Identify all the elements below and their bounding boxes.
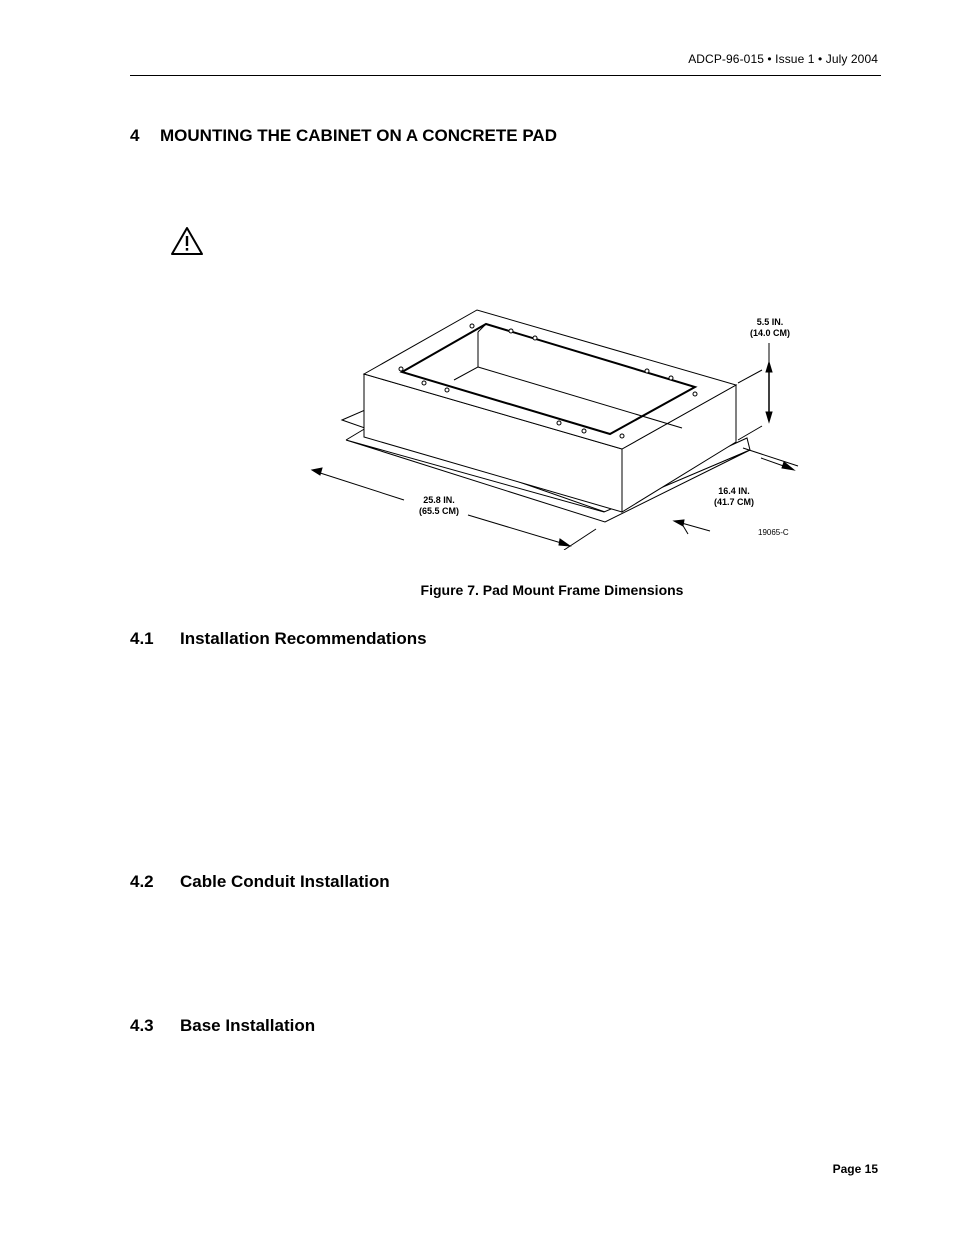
section-4-3-title: Base Installation: [180, 1016, 316, 1035]
section-4-2-heading: [130, 872, 390, 892]
document-reference: ADCP-96-015 • Issue 1 • July 2004: [688, 52, 878, 66]
length-centimeters: (65.5 CM): [418, 506, 459, 516]
pad-mount-frame-drawing: [300, 300, 810, 550]
header-divider: [130, 75, 881, 76]
section-4-3-heading: [130, 1016, 315, 1036]
page-number: Page 15: [832, 1162, 878, 1176]
section-4-title: MOUNTING THE CABINET ON A CONCRETE PAD: [160, 126, 557, 145]
drawing-id: 19065-C: [758, 528, 789, 537]
height-dimension-label: [740, 317, 800, 339]
length-inches: 25.8 IN.: [423, 495, 455, 505]
width-inches: 16.4 IN.: [718, 486, 750, 496]
height-inches: 5.5 IN.: [756, 317, 784, 327]
pad-mount-frame-figure: [300, 300, 810, 550]
section-4-1-heading: [130, 629, 427, 649]
length-dimension-label: [404, 495, 474, 517]
section-4-2-title: Cable Conduit Installation: [180, 872, 390, 891]
width-dimension-label: [704, 486, 764, 508]
section-4-number: 4: [130, 126, 140, 145]
section-4-3-number: 4.3: [130, 1016, 154, 1035]
height-centimeters: (14.0 CM): [749, 328, 790, 338]
figure-7-caption: [0, 582, 954, 598]
figure-7-caption-text: Figure 7. Pad Mount Frame Dimensions: [420, 582, 684, 598]
section-4-2-number: 4.2: [130, 872, 154, 891]
width-centimeters: (41.7 CM): [713, 497, 754, 507]
section-4-1-title: Installation Recommendations: [180, 629, 427, 648]
section-4-heading: [130, 126, 557, 146]
section-4-1-number: 4.1: [130, 629, 154, 648]
warning-triangle-icon: [170, 226, 204, 256]
